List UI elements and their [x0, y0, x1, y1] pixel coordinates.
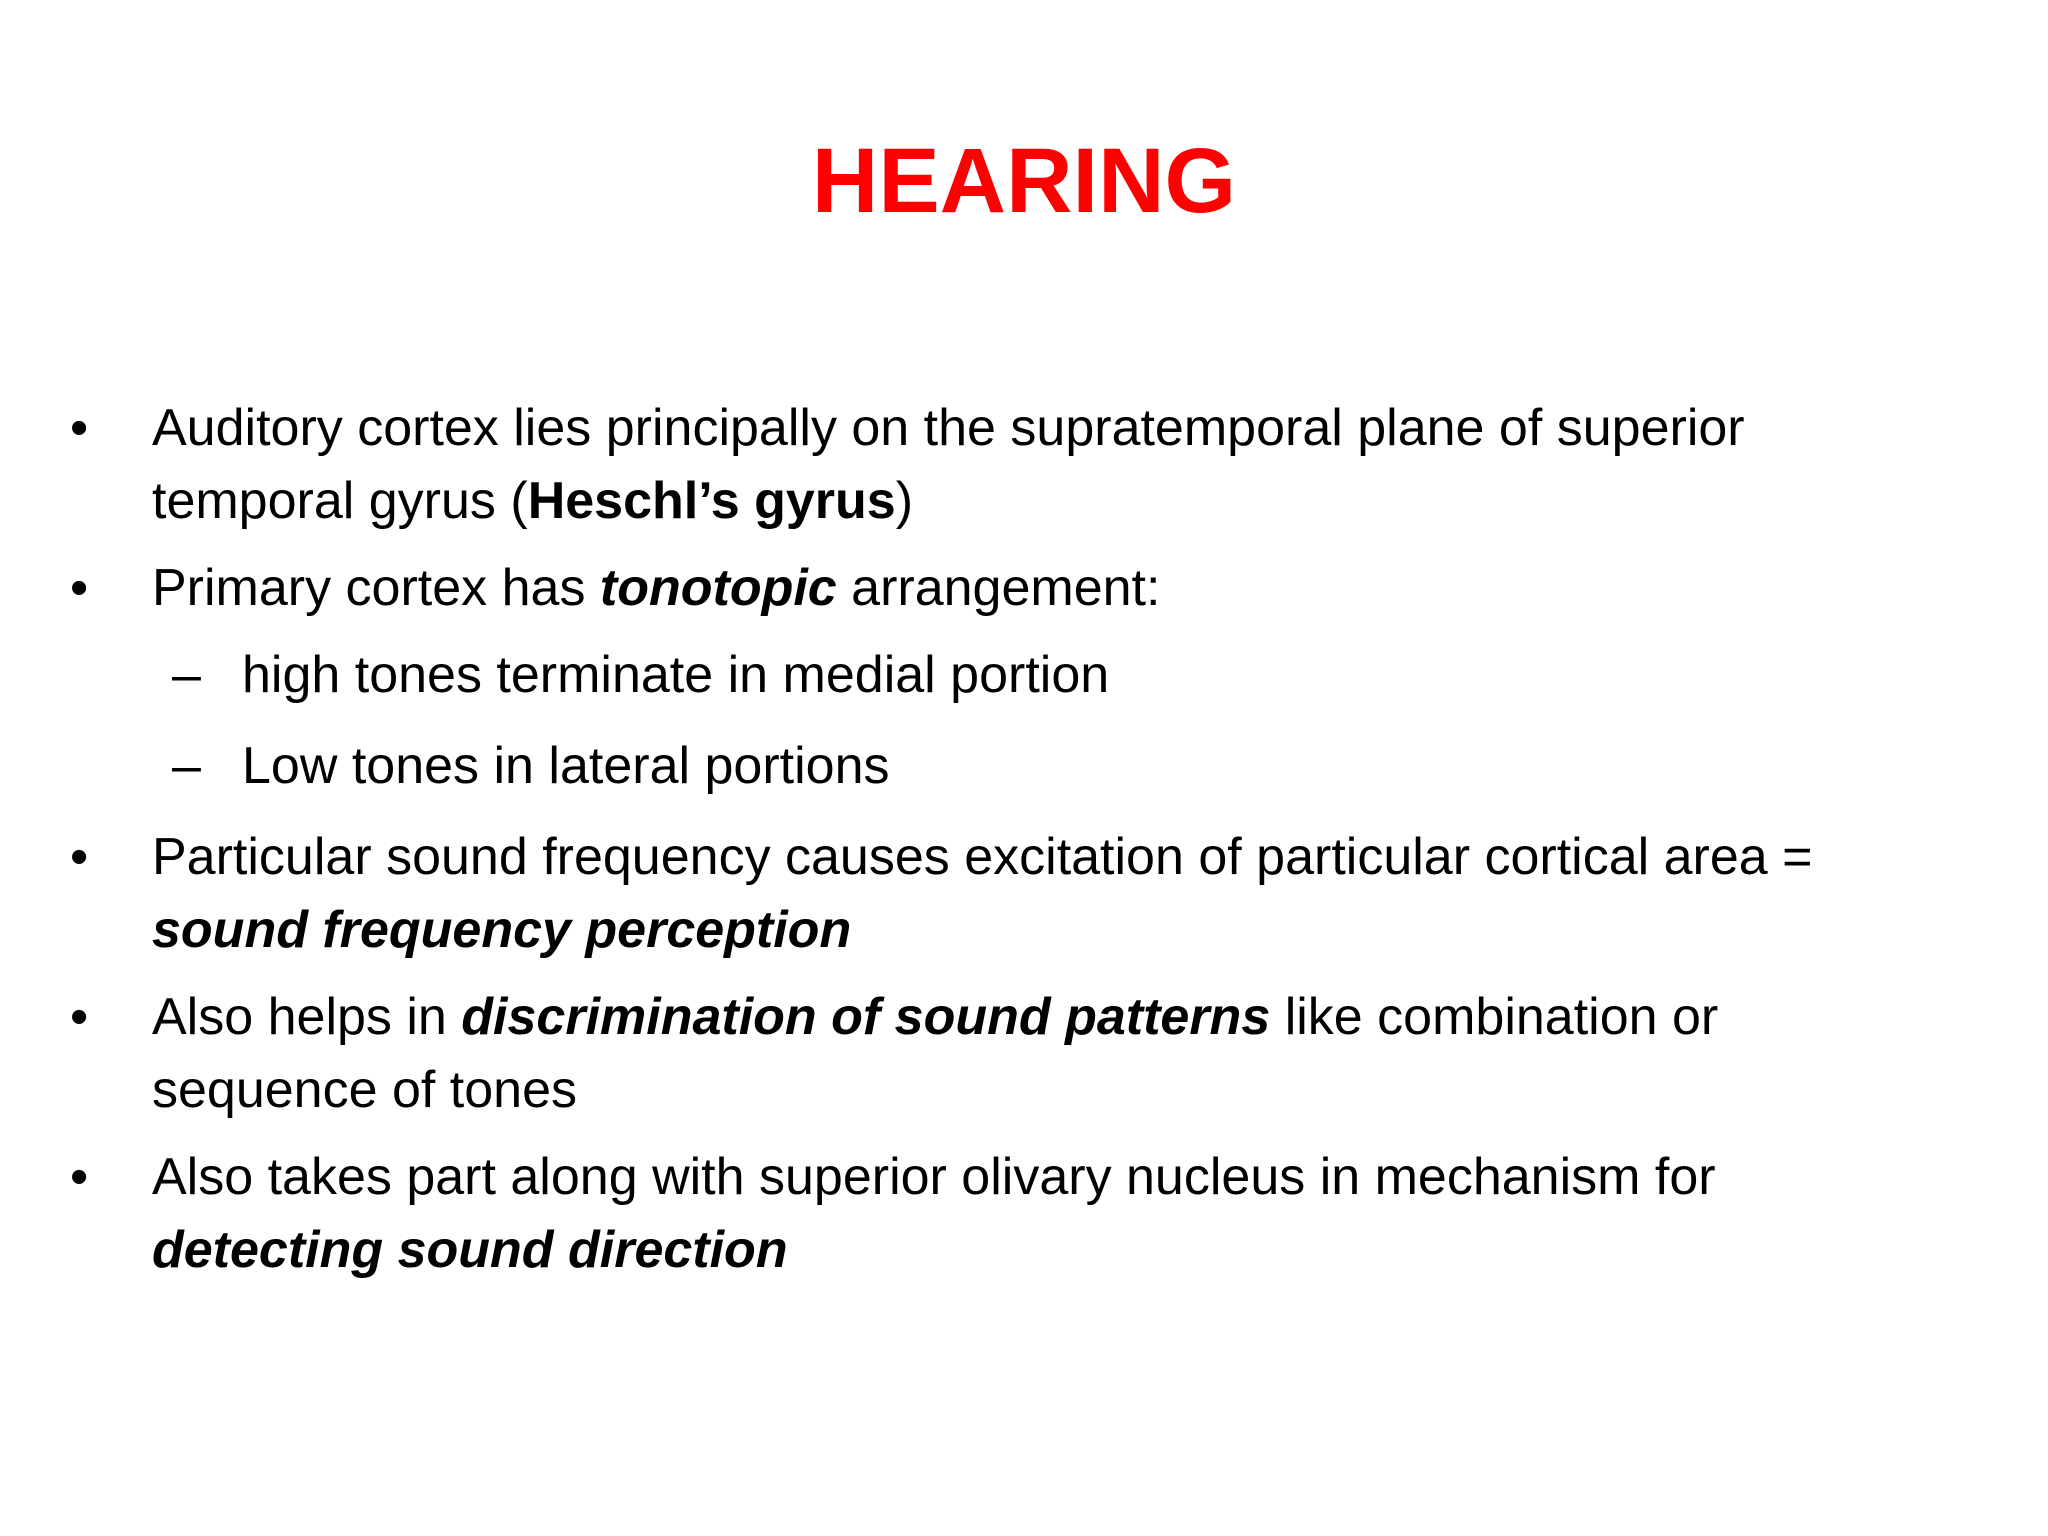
bullet-emphasis: sound frequency perception: [152, 901, 852, 959]
sub-item-text: high tones terminate in medial portion: [242, 646, 1110, 704]
slide-title: HEARING: [811, 130, 1237, 232]
bullet-text: Primary cortex has: [152, 559, 600, 617]
bullet-icon: •: [70, 559, 89, 617]
bullet-text: Also takes part along with superior olivary nucleus in mechanism for: [152, 1148, 1716, 1206]
bullet-item-primary-cortex: [0, 552, 1952, 625]
bullet-emphasis: detecting sound direction: [152, 1221, 788, 1279]
bullet-list: [0, 392, 2048, 1301]
bullet-emphasis: discrimination of sound patterns: [461, 988, 1271, 1046]
sub-item-text: Low tones in lateral portions: [242, 737, 890, 795]
dash-icon: –: [172, 737, 201, 795]
bullet-text: Auditory cortex lies principally on the supratemporal plane of superior temporal gyrus (: [152, 399, 1745, 530]
bullet-item-sound-direction: [0, 1141, 1952, 1287]
dash-icon: –: [172, 646, 201, 704]
bullet-text-end: like combination or sequence of tones: [152, 988, 1719, 1119]
bullet-icon: •: [70, 828, 89, 886]
bullet-item-sound-patterns: [0, 981, 1952, 1127]
bullet-emphasis: tonotopic: [599, 559, 837, 617]
bullet-text: Particular sound frequency causes excitation of particular cortical area =: [152, 828, 1813, 886]
bullet-emphasis: Heschl’s gyrus: [527, 472, 896, 530]
bullet-icon: •: [70, 988, 89, 1046]
sub-item-high-tones: [0, 639, 1942, 712]
bullet-text: Also helps in: [152, 988, 462, 1046]
bullet-item-sound-frequency: [0, 821, 1952, 967]
bullet-text-end: arrangement:: [836, 559, 1161, 617]
bullet-icon: •: [70, 399, 89, 457]
bullet-text-end: ): [895, 472, 914, 530]
bullet-item-auditory-cortex: [0, 392, 1952, 538]
sub-item-low-tones: [0, 730, 1942, 803]
bullet-icon: •: [70, 1148, 89, 1206]
